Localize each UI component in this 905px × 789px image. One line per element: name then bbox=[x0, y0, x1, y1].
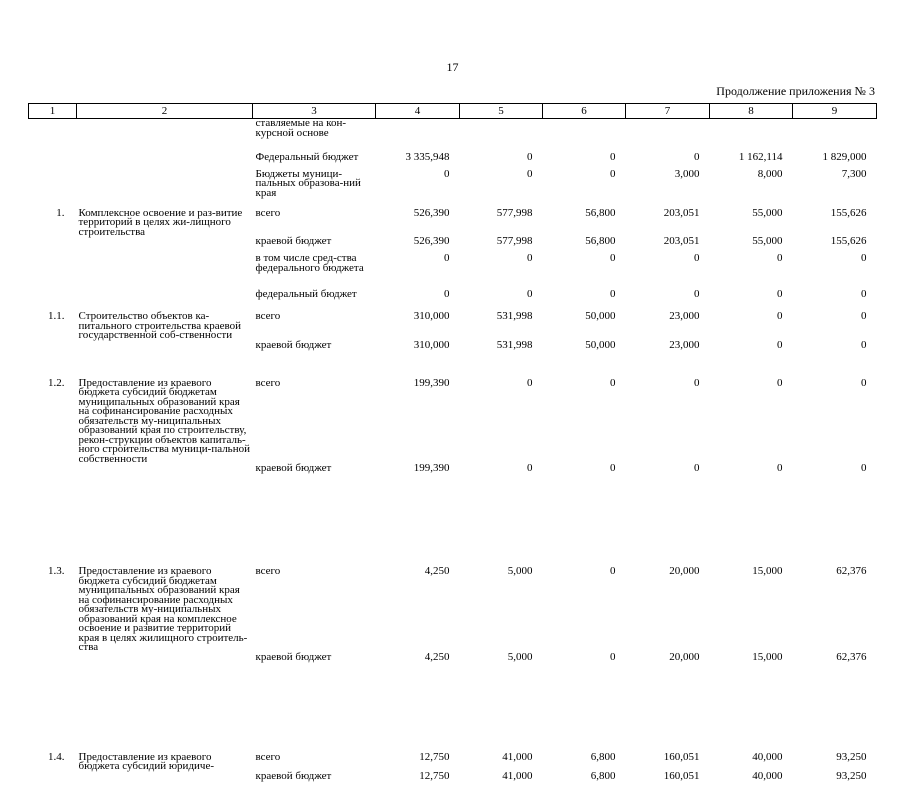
value-cell: 0 bbox=[610, 462, 616, 474]
value-cell: 203,051 bbox=[663, 235, 700, 247]
row-number: 1. bbox=[56, 206, 65, 219]
value-cell: 23,000 bbox=[669, 310, 700, 322]
row-number bbox=[29, 170, 77, 207]
row-name bbox=[77, 237, 253, 254]
funding-source: всего bbox=[255, 206, 281, 219]
table-row bbox=[29, 772, 877, 789]
col-header: 7 bbox=[626, 104, 710, 119]
row-number bbox=[29, 119, 77, 153]
value-cell: 526,390 bbox=[413, 235, 450, 247]
row-name bbox=[77, 119, 253, 153]
value-cell: 0 bbox=[527, 462, 533, 474]
row-number bbox=[29, 290, 77, 307]
value-cell: 160,051 bbox=[663, 769, 700, 782]
value-cell: 0 bbox=[777, 288, 783, 300]
table-row bbox=[29, 254, 877, 290]
table-row bbox=[29, 753, 877, 772]
row-name bbox=[77, 341, 253, 375]
funding-source: Бюджеты муници-пальных образова-ний края bbox=[255, 167, 361, 199]
row-number bbox=[29, 341, 77, 375]
row-number bbox=[29, 772, 77, 789]
value-cell: 0 bbox=[694, 288, 700, 300]
value-cell: 199,390 bbox=[413, 376, 450, 389]
value-cell: 0 bbox=[610, 376, 616, 389]
value-cell: 0 bbox=[610, 565, 616, 577]
value-cell: 41,000 bbox=[502, 750, 533, 763]
value-cell: 0 bbox=[861, 288, 867, 300]
value-cell: 7,300 bbox=[841, 167, 867, 180]
value-cell: 56,800 bbox=[585, 206, 616, 219]
value-cell: 41,000 bbox=[502, 769, 533, 782]
value-cell: 531,998 bbox=[496, 338, 533, 351]
funding-source: всего bbox=[255, 565, 281, 577]
budget-table bbox=[28, 103, 877, 789]
value-cell: 0 bbox=[527, 288, 533, 300]
funding-source: всего bbox=[255, 310, 281, 322]
value-cell: 0 bbox=[527, 252, 533, 264]
col-header: 3 bbox=[253, 104, 376, 119]
value-cell: 3,000 bbox=[674, 167, 700, 180]
value-cell: 0 bbox=[610, 167, 616, 180]
value-cell: 40,000 bbox=[752, 750, 783, 763]
value-cell: 1 162,114 bbox=[738, 150, 783, 163]
value-cell: 199,390 bbox=[413, 462, 450, 474]
funding-source: федеральный бюджет bbox=[255, 288, 357, 300]
value-cell: 56,800 bbox=[585, 235, 616, 247]
value-cell: 155,626 bbox=[830, 206, 867, 219]
row-name bbox=[77, 653, 253, 749]
value-cell: 0 bbox=[527, 150, 533, 163]
value-cell: 8,000 bbox=[757, 167, 783, 180]
funding-source: краевой бюджет bbox=[255, 650, 332, 663]
row-number bbox=[29, 254, 77, 290]
value-cell: 4,250 bbox=[424, 565, 450, 577]
table-row bbox=[29, 464, 877, 561]
row-name: Предоставление из краевого бюджета субсидий юридиче- bbox=[78, 750, 215, 772]
value-cell: 0 bbox=[694, 252, 700, 264]
value-cell: 1 829,000 bbox=[822, 150, 867, 163]
table-row bbox=[29, 341, 877, 375]
value-cell: 160,051 bbox=[663, 750, 700, 763]
value-cell bbox=[793, 119, 877, 153]
row-number: 1.3. bbox=[48, 565, 65, 577]
col-header: 9 bbox=[793, 104, 877, 119]
value-cell bbox=[460, 119, 543, 153]
row-name bbox=[77, 153, 253, 170]
value-cell: 0 bbox=[861, 338, 867, 351]
value-cell: 62,376 bbox=[836, 650, 867, 663]
value-cell: 203,051 bbox=[663, 206, 700, 219]
value-cell: 20,000 bbox=[669, 650, 700, 663]
value-cell: 93,250 bbox=[836, 750, 867, 763]
value-cell: 0 bbox=[777, 462, 783, 474]
table-row bbox=[29, 312, 877, 341]
value-cell: 23,000 bbox=[669, 338, 700, 351]
continuation-label: Продолжение приложения № 3 bbox=[716, 84, 875, 98]
row-name bbox=[77, 772, 253, 789]
value-cell: 577,998 bbox=[496, 235, 533, 247]
table-body bbox=[29, 119, 877, 789]
row-name: Комплексное освоение и раз-витие территорий в целях жи-лищного строительства bbox=[78, 206, 243, 238]
value-cell: 155,626 bbox=[830, 235, 867, 247]
table-row bbox=[29, 153, 877, 170]
row-name: Строительство объектов ка-питального строительства краевой государственной соб-ственности bbox=[78, 310, 241, 341]
value-cell bbox=[376, 119, 460, 153]
table-row bbox=[29, 170, 877, 207]
row-number: 1.2. bbox=[48, 376, 65, 389]
value-cell: 0 bbox=[610, 150, 616, 163]
funding-source: краевой бюджет bbox=[255, 769, 332, 782]
value-cell: 5,000 bbox=[507, 565, 533, 577]
row-number bbox=[29, 653, 77, 749]
row-name bbox=[77, 290, 253, 307]
value-cell: 526,390 bbox=[413, 206, 450, 219]
value-cell: 0 bbox=[777, 338, 783, 351]
value-cell: 0 bbox=[610, 288, 616, 300]
value-cell: 6,800 bbox=[590, 769, 616, 782]
funding-source: краевой бюджет bbox=[255, 338, 332, 351]
value-cell bbox=[710, 119, 793, 153]
row-name: Предоставление из краевого бюджета субсидий бюджетам муниципальных образований края на софинансирование расходных обязательств му-ниципальных образований края на комплексное освоение и развитие территорий края в целях жилищного строитель-ства bbox=[78, 565, 248, 653]
row-name: Предоставление из краевого бюджета субсидий бюджетам муниципальных образований края на софинансирование расходных обязательств му-ниципальных образований края по строительству, рекон-струкции объектов капиталь-ного строительства муници-пальной собственности bbox=[78, 376, 250, 465]
value-cell: 310,000 bbox=[413, 310, 450, 322]
value-cell: 4,250 bbox=[424, 650, 450, 663]
table-row bbox=[29, 209, 877, 238]
col-header: 2 bbox=[77, 104, 253, 119]
table-row bbox=[29, 290, 877, 307]
value-cell: 0 bbox=[694, 150, 700, 163]
value-cell: 62,376 bbox=[836, 565, 867, 577]
funding-source: краевой бюджет bbox=[255, 462, 332, 474]
value-cell: 0 bbox=[777, 376, 783, 389]
value-cell: 12,750 bbox=[419, 750, 450, 763]
page-number: 17 bbox=[446, 60, 459, 74]
value-cell: 0 bbox=[861, 376, 867, 389]
value-cell: 0 bbox=[610, 650, 616, 663]
row-name bbox=[77, 254, 253, 290]
value-cell: 50,000 bbox=[585, 310, 616, 322]
value-cell: 310,000 bbox=[413, 338, 450, 351]
value-cell: 0 bbox=[861, 310, 867, 322]
value-cell: 5,000 bbox=[507, 650, 533, 663]
table-row bbox=[29, 653, 877, 749]
value-cell: 0 bbox=[444, 167, 450, 180]
value-cell: 0 bbox=[444, 288, 450, 300]
col-header: 8 bbox=[710, 104, 793, 119]
col-header: 4 bbox=[376, 104, 460, 119]
funding-source: ставляемые на кон-курсной основе bbox=[255, 117, 347, 139]
col-header: 1 bbox=[29, 104, 77, 119]
value-cell bbox=[543, 119, 626, 153]
row-number bbox=[29, 464, 77, 561]
value-cell: 0 bbox=[694, 462, 700, 474]
row-name bbox=[77, 170, 253, 207]
col-header: 5 bbox=[460, 104, 543, 119]
table-row bbox=[29, 119, 877, 153]
value-cell: 0 bbox=[861, 462, 867, 474]
value-cell: 20,000 bbox=[669, 565, 700, 577]
value-cell: 15,000 bbox=[752, 650, 783, 663]
table-row bbox=[29, 237, 877, 254]
value-cell: 0 bbox=[610, 252, 616, 264]
value-cell: 0 bbox=[527, 376, 533, 389]
table-row bbox=[29, 379, 877, 465]
row-number: 1.4. bbox=[48, 750, 65, 763]
value-cell: 0 bbox=[777, 310, 783, 322]
value-cell: 15,000 bbox=[752, 565, 783, 577]
row-number bbox=[29, 237, 77, 254]
value-cell: 577,998 bbox=[496, 206, 533, 219]
value-cell: 0 bbox=[694, 376, 700, 389]
funding-source: в том числе сред-ства федерального бюджета bbox=[255, 252, 364, 274]
value-cell: 55,000 bbox=[752, 206, 783, 219]
value-cell: 0 bbox=[861, 252, 867, 264]
header-row bbox=[29, 104, 877, 119]
row-number: 1.1. bbox=[48, 310, 65, 322]
funding-source: Федеральный бюджет bbox=[255, 150, 359, 163]
funding-source: всего bbox=[255, 750, 281, 763]
value-cell: 93,250 bbox=[836, 769, 867, 782]
row-number bbox=[29, 153, 77, 170]
value-cell: 40,000 bbox=[752, 769, 783, 782]
value-cell: 0 bbox=[527, 167, 533, 180]
value-cell: 0 bbox=[777, 252, 783, 264]
value-cell: 0 bbox=[444, 252, 450, 264]
value-cell: 12,750 bbox=[419, 769, 450, 782]
funding-source: краевой бюджет bbox=[255, 235, 332, 247]
value-cell bbox=[626, 119, 710, 153]
value-cell: 3 335,948 bbox=[405, 150, 450, 163]
value-cell: 50,000 bbox=[585, 338, 616, 351]
value-cell: 531,998 bbox=[496, 310, 533, 322]
value-cell: 55,000 bbox=[752, 235, 783, 247]
col-header: 6 bbox=[543, 104, 626, 119]
funding-source: всего bbox=[255, 376, 281, 389]
row-name bbox=[77, 464, 253, 561]
value-cell: 6,800 bbox=[590, 750, 616, 763]
